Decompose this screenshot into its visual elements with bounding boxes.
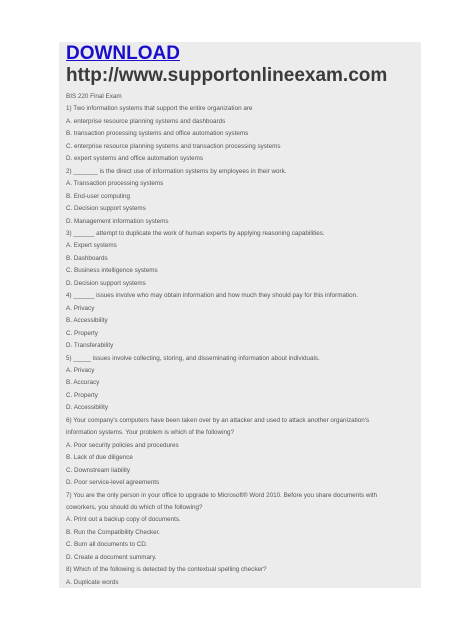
text-line: 7) You are the only person in your office to upgrade to Microsoft® Word 2010. Before you share documents with xyxy=(66,491,378,499)
text-line: C. Burn all documents to CD. xyxy=(66,541,148,549)
text-line: 4) ______ issues involve who may obtain information and how much they should pay for this information. xyxy=(66,292,358,300)
text-line: D. Accessibility xyxy=(66,404,108,412)
text-line: 5) _____ issues involve collecting, storing, and disseminating information about individuals. xyxy=(66,354,320,362)
text-line: D. expert systems and office automation systems xyxy=(66,155,204,163)
download-link[interactable]: DOWNLOAD xyxy=(66,43,180,64)
text-line: A. enterprise resource planning systems and dashboards xyxy=(66,117,226,125)
text-line: B. Accessibility xyxy=(66,317,108,325)
text-line: C. Property xyxy=(66,391,98,399)
text-line: 2) _______ is the direct use of information systems by employees in their work. xyxy=(66,167,287,175)
text-line: A. Poor security policies and procedures xyxy=(66,441,179,449)
text-line: A. Privacy xyxy=(66,366,95,374)
text-line: A. Privacy xyxy=(66,304,95,312)
text-line: D. Management information systems xyxy=(66,217,169,225)
text-line: 8) Which of the following is detected by the contextual spelling checker? xyxy=(66,566,267,574)
site-url: http://www.supportonlineexam.com xyxy=(66,65,388,86)
text-line: 6) Your company's computers have been taken over by an attacker and used to attack another organization's xyxy=(66,416,370,424)
text-line: C. Business intelligence systems xyxy=(66,267,158,275)
text-line: D. Create a document summary. xyxy=(66,553,157,561)
text-line: coworkers, you should do which of the following? xyxy=(66,503,203,511)
text-line: B. End-user computing xyxy=(66,192,131,200)
text-line: A. Duplicate words xyxy=(66,578,119,586)
text-line: B. transaction processing systems and office automation systems xyxy=(66,130,249,138)
text-line: 3) ______ attempt to duplicate the work of human experts by applying reasoning capabilities. xyxy=(66,229,325,237)
document-content xyxy=(66,43,418,589)
text-line: A. Print out a backup copy of documents. xyxy=(66,516,181,524)
text-line: B. Lack of due diligence xyxy=(66,454,133,462)
text-line: B. Run the Compatibility Checker. xyxy=(66,528,161,536)
text-line: C. Property xyxy=(66,329,98,337)
text-line: B. Dashboards xyxy=(66,254,108,262)
text-line: B. Accuracy xyxy=(66,379,100,387)
text-line: BIS 220 Final Exam xyxy=(66,93,122,100)
text-line: C. Decision support systems xyxy=(66,205,146,213)
text-line: D. Transferability xyxy=(66,342,114,350)
text-line: A. Transaction processing systems xyxy=(66,180,164,188)
text-line: D. Decision support systems xyxy=(66,279,146,287)
text-line: A. Expert systems xyxy=(66,242,117,250)
text-line: information systems. Your problem is which of the following? xyxy=(66,429,234,437)
text-line: D. Poor service-level agreements xyxy=(66,479,160,487)
text-line: C. enterprise resource planning systems and transaction processing systems xyxy=(66,142,281,150)
exam-text xyxy=(66,91,418,589)
text-line: 1) Two information systems that support the entire organization are xyxy=(66,105,253,113)
text-line: C. Downstream liability xyxy=(66,466,131,474)
